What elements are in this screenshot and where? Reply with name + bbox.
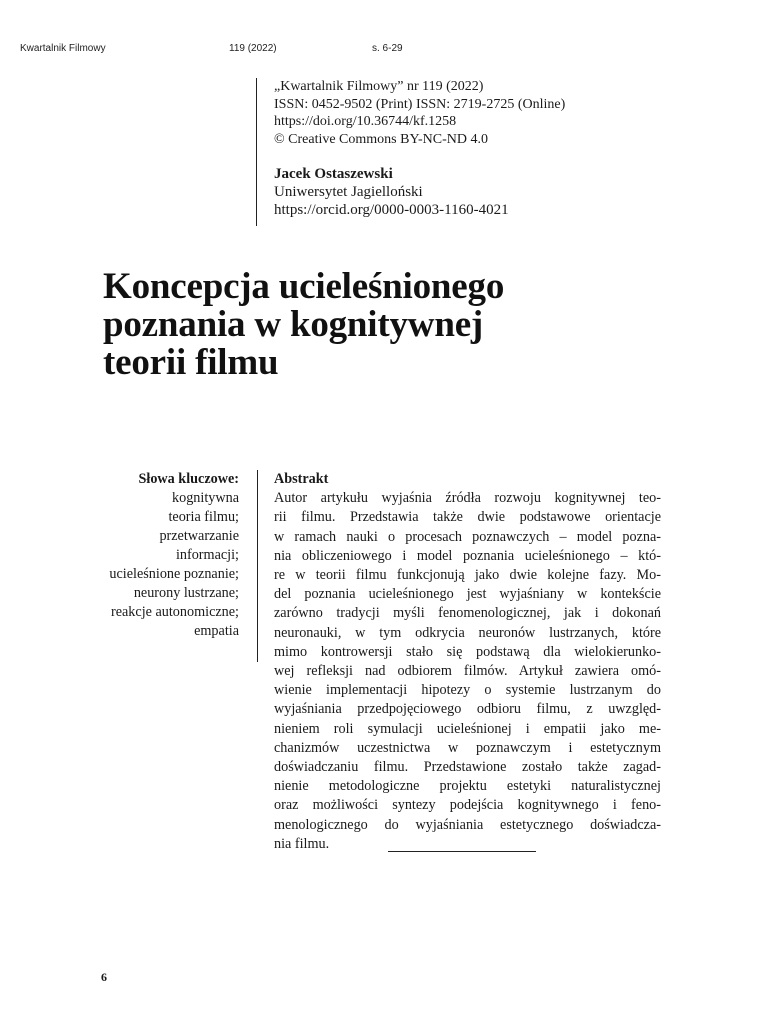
abstract-line: zarówno tradycji myśli fenomenologicznej, jak i dokonań bbox=[274, 605, 661, 622]
abstract-line: nienie metodologiczne projektu estetyki naturalistycznej bbox=[274, 778, 661, 795]
abstract-line: w ramach nauki o procesach poznawczych – model pozna- bbox=[274, 528, 661, 545]
author-name: Jacek Ostaszewski bbox=[274, 166, 393, 182]
keyword-line: empatia bbox=[194, 623, 239, 639]
author-affiliation: Uniwersytet Jagielloński bbox=[274, 184, 423, 200]
keyword-line: neurony lustrzane; bbox=[133, 585, 239, 601]
abstract-line: oraz możliwości syntezy podejścia kognitywnego i feno- bbox=[274, 797, 661, 814]
abstract-line: doświadczaniu filmu. Przedstawione zostało także zagad- bbox=[274, 759, 661, 776]
article-title bbox=[103, 268, 643, 382]
doi-link[interactable]: https://doi.org/10.36744/kf.1258 bbox=[274, 114, 457, 129]
abstract-line: Autor artykułu wyjaśnia źródła rozwoju kognitywnej teo- bbox=[274, 490, 661, 507]
abstract-line: wienie implementacji hipotezy o systemie lustrzanym do bbox=[274, 682, 661, 699]
abstract-end-rule bbox=[388, 851, 536, 852]
article-title-line: poznania w kognitywnej bbox=[103, 304, 484, 345]
citation-line: „Kwartalnik Filmowy” nr 119 (2022) bbox=[274, 79, 484, 94]
abstract-line: wej refleksji nad odbiorem filmów. Artykuł zawiera omó- bbox=[274, 663, 661, 680]
article-title-line: Koncepcja ucieleśnionego bbox=[103, 266, 505, 307]
abstract-column bbox=[274, 470, 661, 854]
running-header bbox=[0, 43, 768, 57]
meta-spacer bbox=[274, 148, 565, 165]
article-title-line: teorii filmu bbox=[103, 342, 279, 383]
abstract-line: del poznania ucieleśnionego jest wyjaśniany w kontekście bbox=[274, 586, 661, 603]
abstract-line: rii filmu. Przedstawia także dwie podstawowe orientacje bbox=[274, 509, 661, 526]
author-orcid-link[interactable]: https://orcid.org/0000-0003-1160-4021 bbox=[274, 202, 509, 218]
publication-meta bbox=[256, 78, 565, 226]
abstract-line: nieniem roli symulacji ucieleśnionej i empatii jako me- bbox=[274, 720, 661, 737]
abstract-line: wyjaśniania przedpojęciowego odbioru filmu, z uwzględ- bbox=[274, 701, 661, 718]
issn-line: ISSN: 0452-9502 (Print) ISSN: 2719-2725 (Online) bbox=[274, 96, 566, 112]
keyword-line: przetwarzanie bbox=[159, 528, 239, 544]
abstract-line: mimo kontrowersji stało się podstawą dla wielokierunko- bbox=[274, 643, 661, 660]
keyword-line: teoria filmu; bbox=[168, 509, 239, 525]
abstract-heading: Abstrakt bbox=[274, 471, 329, 487]
abstract-line: menologicznego do wyjaśniania estetycznego doświadcza- bbox=[274, 816, 661, 833]
page-number: 6 bbox=[101, 970, 107, 984]
keyword-line: kognitywna bbox=[172, 490, 239, 506]
running-header-issue: 119 (2022) bbox=[229, 43, 277, 54]
keywords-heading: Słowa kluczowe: bbox=[138, 471, 239, 487]
abstract-line: chanizmów uczestnictwa w poznawczym i estetycznym bbox=[274, 739, 661, 756]
running-header-pages: s. 6-29 bbox=[372, 43, 403, 54]
abstract-line: nia filmu. bbox=[274, 835, 330, 852]
abstract-line: nia obliczeniowego i model poznania ucieleśnionego – któ- bbox=[274, 547, 661, 564]
keyword-line: ucieleśnione poznanie; bbox=[109, 566, 239, 582]
keywords-column bbox=[70, 470, 239, 641]
column-divider bbox=[257, 470, 258, 662]
running-header-journal: Kwartalnik Filmowy bbox=[20, 43, 106, 54]
license-line: © Creative Commons BY-NC-ND 4.0 bbox=[274, 131, 489, 147]
abstract-line: re w teorii filmu funkcjonują jako dwie kolejne fazy. Mo- bbox=[274, 567, 661, 584]
keyword-line: reakcje autonomiczne; bbox=[110, 604, 239, 620]
keyword-line: informacji; bbox=[175, 547, 239, 563]
abstract-line: neuronauki, w tym odkrycia neuronów lustrzanych, które bbox=[274, 624, 661, 641]
